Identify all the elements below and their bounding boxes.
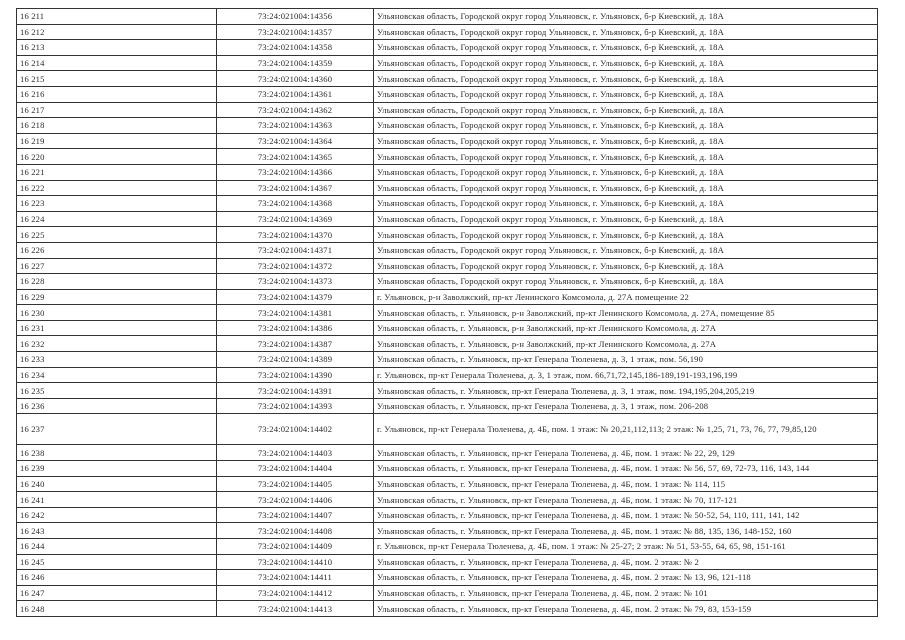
table-row — [17, 289, 878, 305]
cadastral-number-cell: 73:24:021004:14359 — [217, 55, 374, 71]
table-row — [17, 476, 878, 492]
row-number-cell: 16 237 — [17, 414, 217, 445]
cadastral-number-cell: 73:24:021004:14405 — [217, 476, 374, 492]
table-row — [17, 274, 878, 290]
cadastral-number-cell: 73:24:021004:14367 — [217, 180, 374, 196]
cadastral-number-cell: 73:24:021004:14360 — [217, 71, 374, 87]
cadastral-number-cell: 73:24:021004:14379 — [217, 289, 374, 305]
address-cell: Ульяновская область, Городской округ город Ульяновск, г. Ульяновск, б-р Киевский, д. 18А — [374, 71, 878, 87]
row-number-cell: 16 214 — [17, 55, 217, 71]
row-number-cell: 16 211 — [17, 9, 217, 25]
row-number-cell: 16 236 — [17, 398, 217, 414]
property-registry-table — [16, 8, 878, 617]
row-number-cell: 16 215 — [17, 71, 217, 87]
address-cell: Ульяновская область, Городской округ город Ульяновск, г. Ульяновск, б-р Киевский, д. 18А — [374, 102, 878, 118]
cadastral-number-cell: 73:24:021004:14371 — [217, 242, 374, 258]
table-row — [17, 383, 878, 399]
table-row — [17, 102, 878, 118]
table-row — [17, 507, 878, 523]
address-cell: Ульяновская область, г. Ульяновск, р-н Заволжский, пр-кт Ленинского Комсомола, д. 27А, помещение 85 — [374, 305, 878, 321]
table-row — [17, 523, 878, 539]
row-number-cell: 16 229 — [17, 289, 217, 305]
address-cell: Ульяновская область, Городской округ город Ульяновск, г. Ульяновск, б-р Киевский, д. 18А — [374, 274, 878, 290]
table-row — [17, 86, 878, 102]
cadastral-number-cell: 73:24:021004:14368 — [217, 196, 374, 212]
cadastral-number-cell: 73:24:021004:14363 — [217, 118, 374, 134]
address-cell: Ульяновская область, Городской округ город Ульяновск, г. Ульяновск, б-р Киевский, д. 18А — [374, 133, 878, 149]
row-number-cell: 16 243 — [17, 523, 217, 539]
cadastral-number-cell: 73:24:021004:14402 — [217, 414, 374, 445]
row-number-cell: 16 246 — [17, 570, 217, 586]
address-cell: Ульяновская область, г. Ульяновск, пр-кт Генерала Тюленева, д. 4Б, пом. 1 этаж: № 70, 117-121 — [374, 492, 878, 508]
address-cell: Ульяновская область, г. Ульяновск, пр-кт Генерала Тюленева, д. 4Б, пом. 2 этаж: № 101 — [374, 585, 878, 601]
table-row — [17, 211, 878, 227]
row-number-cell: 16 212 — [17, 24, 217, 40]
table-row — [17, 71, 878, 87]
row-number-cell: 16 240 — [17, 476, 217, 492]
address-cell: Ульяновская область, Городской округ город Ульяновск, г. Ульяновск, б-р Киевский, д. 18А — [374, 149, 878, 165]
cadastral-number-cell: 73:24:021004:14393 — [217, 398, 374, 414]
address-cell: Ульяновская область, г. Ульяновск, пр-кт Генерала Тюленева, д. 4Б, пом. 1 этаж: № 22, 29, 129 — [374, 445, 878, 461]
row-number-cell: 16 239 — [17, 461, 217, 477]
cadastral-number-cell: 73:24:021004:14356 — [217, 9, 374, 25]
address-cell: Ульяновская область, г. Ульяновск, пр-кт Генерала Тюленева, д. 3, 1 этаж, пом. 56,190 — [374, 352, 878, 368]
row-number-cell: 16 241 — [17, 492, 217, 508]
row-number-cell: 16 217 — [17, 102, 217, 118]
address-cell: Ульяновская область, г. Ульяновск, пр-кт Генерала Тюленева, д. 3, 1 этаж, пом. 194,195,204,205,219 — [374, 383, 878, 399]
table-row — [17, 196, 878, 212]
row-number-cell: 16 216 — [17, 86, 217, 102]
table-row — [17, 554, 878, 570]
row-number-cell: 16 226 — [17, 242, 217, 258]
row-number-cell: 16 223 — [17, 196, 217, 212]
address-cell: Ульяновская область, г. Ульяновск, пр-кт Генерала Тюленева, д. 4Б, пом. 1 этаж: № 50-52, 54, 110, 111, 141, 142 — [374, 507, 878, 523]
row-number-cell: 16 221 — [17, 164, 217, 180]
table-row — [17, 118, 878, 134]
address-cell: Ульяновская область, Городской округ город Ульяновск, г. Ульяновск, б-р Киевский, д. 18А — [374, 258, 878, 274]
cadastral-number-cell: 73:24:021004:14365 — [217, 149, 374, 165]
row-number-cell: 16 227 — [17, 258, 217, 274]
address-cell: Ульяновская область, Городской округ город Ульяновск, г. Ульяновск, б-р Киевский, д. 18А — [374, 118, 878, 134]
table-row — [17, 445, 878, 461]
address-cell: Ульяновская область, Городской округ город Ульяновск, г. Ульяновск, б-р Киевский, д. 18А — [374, 211, 878, 227]
table-row — [17, 539, 878, 555]
address-cell: Ульяновская область, Городской округ город Ульяновск, г. Ульяновск, б-р Киевский, д. 18А — [374, 180, 878, 196]
cadastral-number-cell: 73:24:021004:14373 — [217, 274, 374, 290]
table-row — [17, 570, 878, 586]
address-cell: Ульяновская область, Городской округ город Ульяновск, г. Ульяновск, б-р Киевский, д. 18А — [374, 242, 878, 258]
cadastral-number-cell: 73:24:021004:14362 — [217, 102, 374, 118]
cadastral-number-cell: 73:24:021004:14406 — [217, 492, 374, 508]
address-cell: Ульяновская область, г. Ульяновск, пр-кт Генерала Тюленева, д. 4Б, пом. 2 этаж: № 2 — [374, 554, 878, 570]
registry-table-body — [17, 9, 878, 617]
cadastral-number-cell: 73:24:021004:14391 — [217, 383, 374, 399]
address-cell: Ульяновская область, Городской округ город Ульяновск, г. Ульяновск, б-р Киевский, д. 18А — [374, 86, 878, 102]
table-row — [17, 492, 878, 508]
table-row — [17, 336, 878, 352]
row-number-cell: 16 230 — [17, 305, 217, 321]
address-cell: г. Ульяновск, пр-кт Генерала Тюленева, д. 4Б, пом. 1 этаж: № 20,21,112,113; 2 этаж: № 1,25, 71, 73, 76, 77, 79,85,120 — [374, 414, 878, 445]
row-number-cell: 16 213 — [17, 40, 217, 56]
row-number-cell: 16 248 — [17, 601, 217, 617]
row-number-cell: 16 231 — [17, 320, 217, 336]
address-cell: Ульяновская область, г. Ульяновск, пр-кт Генерала Тюленева, д. 4Б, пом. 1 этаж: № 88, 135, 136, 148-152, 160 — [374, 523, 878, 539]
table-row — [17, 133, 878, 149]
row-number-cell: 16 219 — [17, 133, 217, 149]
address-cell: Ульяновская область, г. Ульяновск, пр-кт Генерала Тюленева, д. 4Б, пом. 2 этаж: № 13, 96, 121-118 — [374, 570, 878, 586]
table-row — [17, 258, 878, 274]
cadastral-number-cell: 73:24:021004:14364 — [217, 133, 374, 149]
table-row — [17, 180, 878, 196]
address-cell: Ульяновская область, Городской округ город Ульяновск, г. Ульяновск, б-р Киевский, д. 18А — [374, 9, 878, 25]
cadastral-number-cell: 73:24:021004:14407 — [217, 507, 374, 523]
address-cell: Ульяновская область, Городской округ город Ульяновск, г. Ульяновск, б-р Киевский, д. 18А — [374, 40, 878, 56]
table-row — [17, 398, 878, 414]
table-row — [17, 40, 878, 56]
table-row — [17, 164, 878, 180]
address-cell: г. Ульяновск, пр-кт Генерала Тюленева, д. 3, 1 этаж, пом. 66,71,72,145,186-189,191-193,196,199 — [374, 367, 878, 383]
row-number-cell: 16 218 — [17, 118, 217, 134]
address-cell: Ульяновская область, г. Ульяновск, пр-кт Генерала Тюленева, д. 3, 1 этаж, пом. 206-208 — [374, 398, 878, 414]
cadastral-number-cell: 73:24:021004:14409 — [217, 539, 374, 555]
cadastral-number-cell: 73:24:021004:14389 — [217, 352, 374, 368]
table-row — [17, 149, 878, 165]
cadastral-number-cell: 73:24:021004:14412 — [217, 585, 374, 601]
address-cell: г. Ульяновск, пр-кт Генерала Тюленева, д. 4Б, пом. 1 этаж: № 25-27; 2 этаж: № 51, 53-55, 64, 65, 98, 151-161 — [374, 539, 878, 555]
cadastral-number-cell: 73:24:021004:14361 — [217, 86, 374, 102]
address-cell: Ульяновская область, г. Ульяновск, пр-кт Генерала Тюленева, д. 4Б, пом. 1 этаж: № 56, 57, 69, 72-73, 116, 143, 144 — [374, 461, 878, 477]
row-number-cell: 16 234 — [17, 367, 217, 383]
cadastral-number-cell: 73:24:021004:14403 — [217, 445, 374, 461]
cadastral-number-cell: 73:24:021004:14411 — [217, 570, 374, 586]
address-cell: Ульяновская область, г. Ульяновск, р-н Заволжский, пр-кт Ленинского Комсомола, д. 27А — [374, 320, 878, 336]
cadastral-number-cell: 73:24:021004:14357 — [217, 24, 374, 40]
cadastral-number-cell: 73:24:021004:14381 — [217, 305, 374, 321]
row-number-cell: 16 225 — [17, 227, 217, 243]
row-number-cell: 16 228 — [17, 274, 217, 290]
address-cell: Ульяновская область, г. Ульяновск, пр-кт Генерала Тюленева, д. 4Б, пом. 2 этаж: № 79, 83, 153-159 — [374, 601, 878, 617]
address-cell: Ульяновская область, Городской округ город Ульяновск, г. Ульяновск, б-р Киевский, д. 18А — [374, 24, 878, 40]
table-row — [17, 227, 878, 243]
table-row — [17, 585, 878, 601]
cadastral-number-cell: 73:24:021004:14369 — [217, 211, 374, 227]
cadastral-number-cell: 73:24:021004:14372 — [217, 258, 374, 274]
table-row — [17, 9, 878, 25]
table-row — [17, 461, 878, 477]
cadastral-number-cell: 73:24:021004:14366 — [217, 164, 374, 180]
address-cell: Ульяновская область, г. Ульяновск, р-н Заволжский, пр-кт Ленинского Комсомола, д. 27А — [374, 336, 878, 352]
address-cell: Ульяновская область, Городской округ город Ульяновск, г. Ульяновск, б-р Киевский, д. 18А — [374, 55, 878, 71]
row-number-cell: 16 232 — [17, 336, 217, 352]
address-cell: Ульяновская область, Городской округ город Ульяновск, г. Ульяновск, б-р Киевский, д. 18А — [374, 227, 878, 243]
row-number-cell: 16 233 — [17, 352, 217, 368]
row-number-cell: 16 235 — [17, 383, 217, 399]
cadastral-number-cell: 73:24:021004:14404 — [217, 461, 374, 477]
cadastral-number-cell: 73:24:021004:14408 — [217, 523, 374, 539]
document-page — [16, 8, 877, 617]
address-cell: Ульяновская область, Городской округ город Ульяновск, г. Ульяновск, б-р Киевский, д. 18А — [374, 196, 878, 212]
cadastral-number-cell: 73:24:021004:14390 — [217, 367, 374, 383]
cadastral-number-cell: 73:24:021004:14387 — [217, 336, 374, 352]
row-number-cell: 16 224 — [17, 211, 217, 227]
table-row — [17, 414, 878, 445]
row-number-cell: 16 247 — [17, 585, 217, 601]
table-row — [17, 601, 878, 617]
table-row — [17, 320, 878, 336]
address-cell: Ульяновская область, Городской округ город Ульяновск, г. Ульяновск, б-р Киевский, д. 18А — [374, 164, 878, 180]
row-number-cell: 16 222 — [17, 180, 217, 196]
row-number-cell: 16 238 — [17, 445, 217, 461]
table-row — [17, 352, 878, 368]
cadastral-number-cell: 73:24:021004:14386 — [217, 320, 374, 336]
cadastral-number-cell: 73:24:021004:14370 — [217, 227, 374, 243]
row-number-cell: 16 244 — [17, 539, 217, 555]
row-number-cell: 16 220 — [17, 149, 217, 165]
cadastral-number-cell: 73:24:021004:14358 — [217, 40, 374, 56]
table-row — [17, 24, 878, 40]
address-cell: Ульяновская область, г. Ульяновск, пр-кт Генерала Тюленева, д. 4Б, пом. 1 этаж: № 114, 115 — [374, 476, 878, 492]
table-row — [17, 305, 878, 321]
table-row — [17, 242, 878, 258]
cadastral-number-cell: 73:24:021004:14413 — [217, 601, 374, 617]
cadastral-number-cell: 73:24:021004:14410 — [217, 554, 374, 570]
row-number-cell: 16 245 — [17, 554, 217, 570]
table-row — [17, 367, 878, 383]
table-row — [17, 55, 878, 71]
row-number-cell: 16 242 — [17, 507, 217, 523]
address-cell: г. Ульяновск, р-н Заволжский, пр-кт Ленинского Комсомола, д. 27А помещение 22 — [374, 289, 878, 305]
